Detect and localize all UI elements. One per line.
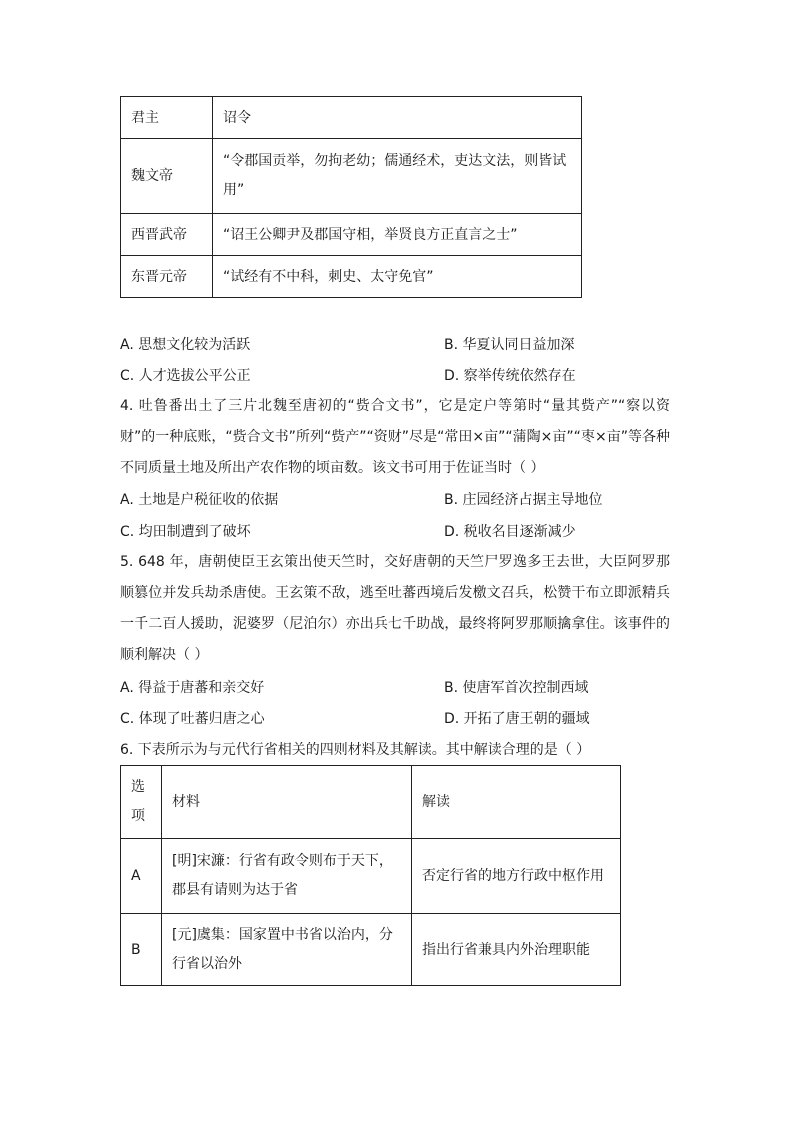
option-cell: B	[121, 914, 162, 986]
q4-option-a[interactable]: A. 土地是户税征收的依据	[120, 492, 279, 508]
option-cell: A	[121, 839, 162, 914]
question-4-stem: 4. 吐鲁番出土了三片北魏至唐初的“赀合文书”，它是定户等第时“量其赀产”“察以资财”的一种底账，“赀合文书”所列“赀产”“资财”尽是“常田×亩”“蒲陶×亩”“枣×亩”等各种不同质量土地及所出产农作物的顷亩数。该文书可用于佐证当时（ ）	[120, 398, 670, 476]
header-option-text: 选项	[131, 779, 145, 824]
edict-cell: “令郡国贡举，勿拘老幼；儒通经术，吏达文法，则皆试用”	[213, 139, 582, 214]
table-row	[121, 914, 621, 986]
header-reading: 解读	[412, 766, 621, 839]
table-row	[121, 139, 582, 214]
ruler-cell: 东晋元帝	[121, 256, 213, 298]
ruler-cell: 西晋武帝	[121, 214, 213, 256]
q5-option-a[interactable]: A. 得益于唐蕃和亲交好	[120, 680, 265, 696]
province-table	[120, 765, 621, 986]
material-cell: [明]宋濂：行省有政令则布于天下，郡县有请则为达于省	[162, 839, 412, 914]
question-5-stem: 5. 648 年，唐朝使臣王玄策出使天竺时，交好唐朝的天竺尸罗逸多王去世，大臣阿罗那顺篡位并发兵劫杀唐使。王玄策不敌，逃至吐蕃西境后发檄文召兵，松赞干布立即派精兵一千二百人援助，泥婆罗（尼泊尔）亦出兵七千助战，最终将阿罗那顺擒拿住。该事件的顺利解决（ ）	[120, 554, 670, 663]
edict-table	[120, 96, 582, 298]
table-row	[121, 214, 582, 256]
material-cell: [元]虞集：国家置中书省以治内，分行省以治外	[162, 914, 412, 986]
q5-option-c[interactable]: C. 体现了吐蕃归唐之心	[120, 711, 265, 727]
table-row	[121, 839, 621, 914]
reading-cell: 否定行省的地方行政中枢作用	[412, 839, 621, 914]
edict-cell: “试经有不中科，刺史、太守免官”	[213, 256, 582, 298]
header-ruler: 君主	[121, 97, 213, 139]
table-header-row	[121, 97, 582, 139]
q4-option-d[interactable]: D. 税收名目逐渐减少	[444, 524, 576, 540]
q5-option-b[interactable]: B. 使唐军首次控制西域	[444, 680, 589, 696]
q4-option-c[interactable]: C. 均田制遭到了破坏	[120, 524, 251, 540]
q3-option-d[interactable]: D. 察举传统依然存在	[444, 368, 576, 384]
q4-option-b[interactable]: B. 庄园经济占据主导地位	[444, 492, 603, 508]
reading-cell: 指出行省兼具内外治理职能	[412, 914, 621, 986]
table-header-row	[121, 766, 621, 839]
ruler-cell: 魏文帝	[121, 139, 213, 214]
q3-option-b[interactable]: B. 华夏认同日益加深	[444, 337, 575, 353]
q3-option-c[interactable]: C. 人才选拔公平公正	[120, 368, 251, 384]
header-edict: 诏令	[213, 97, 582, 139]
table-row	[121, 256, 582, 298]
question-6-stem: 6. 下表所示为与元代行省相关的四则材料及其解读。其中解读合理的是（ ）	[120, 742, 591, 758]
q5-option-d[interactable]: D. 开拓了唐王朝的疆域	[444, 711, 590, 727]
edict-cell: “诏王公卿尹及郡国守相，举贤良方正直言之士”	[213, 214, 582, 256]
q3-option-a[interactable]: A. 思想文化较为活跃	[120, 337, 251, 353]
header-option	[121, 766, 162, 839]
header-material: 材料	[162, 766, 412, 839]
